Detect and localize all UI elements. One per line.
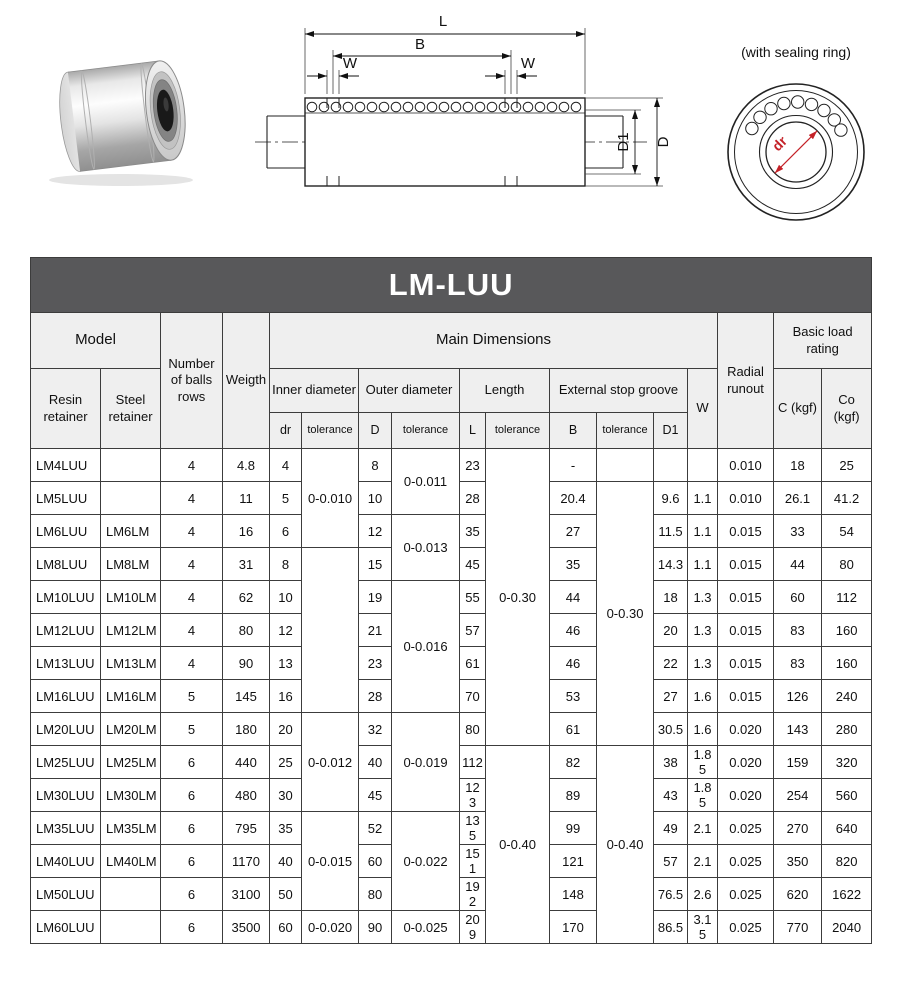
radial-runout: 0.015 (718, 647, 774, 680)
radial-runout: 0.020 (718, 779, 774, 812)
d-tolerance: 0-0.011 (392, 449, 460, 515)
d: 45 (359, 779, 392, 812)
radial-runout: 0.025 (718, 812, 774, 845)
dr: 35 (270, 812, 302, 845)
weight: 145 (223, 680, 270, 713)
header-external-stop-groove: External stop groove (550, 369, 688, 413)
c-load: 44 (774, 548, 822, 581)
b: 82 (550, 746, 597, 779)
header-c-kgf: C (kgf) (774, 369, 822, 449)
model-steel: LM25LM (101, 746, 161, 779)
dr-tolerance (302, 548, 359, 713)
balls: 6 (161, 845, 223, 878)
radial-runout: 0.025 (718, 845, 774, 878)
dr: 25 (270, 746, 302, 779)
dr: 16 (270, 680, 302, 713)
table-row (31, 812, 872, 845)
d-tolerance: 0-0.016 (392, 581, 460, 713)
weight: 62 (223, 581, 270, 614)
c-load: 83 (774, 614, 822, 647)
co-load: 160 (822, 614, 872, 647)
w: 1.85 (688, 746, 718, 779)
header-b: B (550, 413, 597, 449)
dr-tolerance: 0-0.010 (302, 449, 359, 548)
balls: 6 (161, 812, 223, 845)
d1: 86.5 (654, 911, 688, 944)
radial-runout: 0.015 (718, 548, 774, 581)
dr: 50 (270, 878, 302, 911)
d-tolerance: 0-0.013 (392, 515, 460, 581)
header-l-tolerance: tolerance (486, 413, 550, 449)
weight: 180 (223, 713, 270, 746)
model-steel: LM8LM (101, 548, 161, 581)
dim-b-label: B (414, 36, 426, 53)
l: 192 (460, 878, 486, 911)
balls: 6 (161, 746, 223, 779)
bearing-photo-icon (26, 44, 214, 196)
w: 1.1 (688, 482, 718, 515)
model-resin: LM12LUU (31, 614, 101, 647)
d1: 57 (654, 845, 688, 878)
d1: 49 (654, 812, 688, 845)
table-row (31, 713, 872, 746)
b: 46 (550, 647, 597, 680)
l: 112 (460, 746, 486, 779)
l: 135 (460, 812, 486, 845)
b-tolerance: 0-0.30 (597, 482, 654, 746)
b: 53 (550, 680, 597, 713)
w: 2.6 (688, 878, 718, 911)
model-steel: LM20LM (101, 713, 161, 746)
balls: 6 (161, 878, 223, 911)
dr: 10 (270, 581, 302, 614)
d-tolerance: 0-0.025 (392, 911, 460, 944)
c-load: 350 (774, 845, 822, 878)
balls: 4 (161, 548, 223, 581)
w: 1.1 (688, 548, 718, 581)
co-load: 280 (822, 713, 872, 746)
co-load: 320 (822, 746, 872, 779)
model-resin: LM35LUU (31, 812, 101, 845)
d-tolerance: 0-0.019 (392, 713, 460, 812)
header-outer-diameter: Outer diameter (359, 369, 460, 413)
weight: 795 (223, 812, 270, 845)
header-radial-runout: Radial runout (718, 313, 774, 449)
balls: 4 (161, 482, 223, 515)
balls: 4 (161, 614, 223, 647)
dr: 8 (270, 548, 302, 581)
dim-dr-label: dr (768, 132, 791, 155)
spec-table (30, 257, 872, 944)
header-main-dimensions: Main Dimensions (270, 313, 718, 369)
c-load: 126 (774, 680, 822, 713)
l: 28 (460, 482, 486, 515)
d: 28 (359, 680, 392, 713)
header-steel-retainer: Steel retainer (101, 369, 161, 449)
dr: 20 (270, 713, 302, 746)
radial-runout: 0.010 (718, 482, 774, 515)
l: 35 (460, 515, 486, 548)
model-resin: LM50LUU (31, 878, 101, 911)
d: 8 (359, 449, 392, 482)
model-resin: LM30LUU (31, 779, 101, 812)
model-steel (101, 482, 161, 515)
weight: 31 (223, 548, 270, 581)
model-resin: LM6LUU (31, 515, 101, 548)
balls: 5 (161, 680, 223, 713)
front-view-drawing (704, 64, 888, 236)
l-tolerance: 0-0.30 (486, 449, 550, 746)
header-row-1 (31, 313, 872, 369)
weight: 3500 (223, 911, 270, 944)
d1: 38 (654, 746, 688, 779)
co-load: 240 (822, 680, 872, 713)
d1: 11.5 (654, 515, 688, 548)
d-tolerance: 0-0.022 (392, 812, 460, 911)
d1: 14.3 (654, 548, 688, 581)
dr: 60 (270, 911, 302, 944)
table-title: LM-LUU (31, 258, 872, 313)
d1: 18 (654, 581, 688, 614)
weight: 90 (223, 647, 270, 680)
l: 57 (460, 614, 486, 647)
model-steel: LM16LM (101, 680, 161, 713)
d1: 20 (654, 614, 688, 647)
model-resin: LM8LUU (31, 548, 101, 581)
b: 44 (550, 581, 597, 614)
balls: 4 (161, 515, 223, 548)
w: 1.3 (688, 647, 718, 680)
w: 1.3 (688, 614, 718, 647)
table-row (31, 449, 872, 482)
c-load: 60 (774, 581, 822, 614)
b: - (550, 449, 597, 482)
radial-runout: 0.025 (718, 911, 774, 944)
co-load: 112 (822, 581, 872, 614)
model-resin: LM5LUU (31, 482, 101, 515)
model-steel (101, 911, 161, 944)
header-inner-diameter: Inner diameter (270, 369, 359, 413)
c-load: 770 (774, 911, 822, 944)
header-l: L (460, 413, 486, 449)
weight: 11 (223, 482, 270, 515)
balls: 6 (161, 911, 223, 944)
model-resin: LM13LUU (31, 647, 101, 680)
l: 80 (460, 713, 486, 746)
dr: 6 (270, 515, 302, 548)
d1: 30.5 (654, 713, 688, 746)
model-steel: LM10LM (101, 581, 161, 614)
dr: 12 (270, 614, 302, 647)
l: 61 (460, 647, 486, 680)
c-load: 159 (774, 746, 822, 779)
w: 3.15 (688, 911, 718, 944)
l: 23 (460, 449, 486, 482)
balls: 4 (161, 581, 223, 614)
c-load: 620 (774, 878, 822, 911)
model-resin: LM25LUU (31, 746, 101, 779)
w: 1.1 (688, 515, 718, 548)
header-dr: dr (270, 413, 302, 449)
dr: 13 (270, 647, 302, 680)
b: 89 (550, 779, 597, 812)
l: 70 (460, 680, 486, 713)
b-tolerance (597, 449, 654, 482)
sealing-ring-note: (with sealing ring) (741, 44, 851, 60)
radial-runout: 0.025 (718, 878, 774, 911)
b: 121 (550, 845, 597, 878)
b: 99 (550, 812, 597, 845)
model-resin: LM16LUU (31, 680, 101, 713)
dr: 4 (270, 449, 302, 482)
c-load: 270 (774, 812, 822, 845)
b: 61 (550, 713, 597, 746)
dr: 40 (270, 845, 302, 878)
radial-runout: 0.015 (718, 581, 774, 614)
co-load: 25 (822, 449, 872, 482)
l: 55 (460, 581, 486, 614)
d: 12 (359, 515, 392, 548)
w: 1.85 (688, 779, 718, 812)
weight: 3100 (223, 878, 270, 911)
drawings-section (0, 0, 900, 257)
header-dr-tolerance: tolerance (302, 413, 359, 449)
dim-d-label: D (655, 136, 672, 148)
model-steel: LM35LM (101, 812, 161, 845)
co-load: 820 (822, 845, 872, 878)
c-load: 254 (774, 779, 822, 812)
table-row (31, 911, 872, 944)
b: 27 (550, 515, 597, 548)
dr: 30 (270, 779, 302, 812)
l: 151 (460, 845, 486, 878)
header-weight: Weigth (223, 313, 270, 449)
l-tolerance: 0-0.40 (486, 746, 550, 944)
b: 20.4 (550, 482, 597, 515)
d1: 27 (654, 680, 688, 713)
balls: 6 (161, 779, 223, 812)
d: 21 (359, 614, 392, 647)
header-d: D (359, 413, 392, 449)
dr-tolerance: 0-0.012 (302, 713, 359, 812)
co-load: 1622 (822, 878, 872, 911)
d: 80 (359, 878, 392, 911)
table-row (31, 581, 872, 614)
d1 (654, 449, 688, 482)
b: 148 (550, 878, 597, 911)
header-d-tolerance: tolerance (392, 413, 460, 449)
w: 2.1 (688, 845, 718, 878)
header-resin-retainer: Resin retainer (31, 369, 101, 449)
weight: 1170 (223, 845, 270, 878)
dr-tolerance: 0-0.020 (302, 911, 359, 944)
header-length: Length (460, 369, 550, 413)
model-steel: LM30LM (101, 779, 161, 812)
c-load: 18 (774, 449, 822, 482)
dim-d1-label: D1 (615, 132, 632, 152)
model-resin: LM4LUU (31, 449, 101, 482)
weight: 16 (223, 515, 270, 548)
table-row (31, 515, 872, 548)
d1: 76.5 (654, 878, 688, 911)
l: 45 (460, 548, 486, 581)
radial-runout: 0.015 (718, 614, 774, 647)
co-load: 560 (822, 779, 872, 812)
b: 170 (550, 911, 597, 944)
c-load: 26.1 (774, 482, 822, 515)
w: 1.6 (688, 680, 718, 713)
radial-runout: 0.010 (718, 449, 774, 482)
d: 15 (359, 548, 392, 581)
model-resin: LM60LUU (31, 911, 101, 944)
balls: 5 (161, 713, 223, 746)
c-load: 83 (774, 647, 822, 680)
model-steel (101, 449, 161, 482)
model-steel: LM12LM (101, 614, 161, 647)
header-model: Model (31, 313, 161, 369)
d1: 43 (654, 779, 688, 812)
radial-runout: 0.015 (718, 515, 774, 548)
co-load: 160 (822, 647, 872, 680)
co-load: 54 (822, 515, 872, 548)
weight: 480 (223, 779, 270, 812)
l: 123 (460, 779, 486, 812)
weight: 80 (223, 614, 270, 647)
header-d1: D1 (654, 413, 688, 449)
co-load: 41.2 (822, 482, 872, 515)
weight: 4.8 (223, 449, 270, 482)
dim-w-right-label: W (520, 55, 536, 72)
model-resin: LM20LUU (31, 713, 101, 746)
d: 32 (359, 713, 392, 746)
d1: 22 (654, 647, 688, 680)
d: 19 (359, 581, 392, 614)
w: 2.1 (688, 812, 718, 845)
model-steel: LM6LM (101, 515, 161, 548)
d: 10 (359, 482, 392, 515)
w: 1.6 (688, 713, 718, 746)
d1: 9.6 (654, 482, 688, 515)
w: 1.3 (688, 581, 718, 614)
header-balls-rows: Number of balls rows (161, 313, 223, 449)
b: 35 (550, 548, 597, 581)
header-basic-load-rating: Basic load rating (774, 313, 872, 369)
dim-l-label: L (438, 13, 448, 30)
balls: 4 (161, 647, 223, 680)
model-steel: LM40LM (101, 845, 161, 878)
co-load: 2040 (822, 911, 872, 944)
d: 52 (359, 812, 392, 845)
d: 23 (359, 647, 392, 680)
header-co-kgf: Co (kgf) (822, 369, 872, 449)
radial-runout: 0.020 (718, 713, 774, 746)
model-resin: LM40LUU (31, 845, 101, 878)
model-steel (101, 878, 161, 911)
d: 60 (359, 845, 392, 878)
dim-w-left-label: W (342, 55, 358, 72)
radial-runout: 0.020 (718, 746, 774, 779)
c-load: 143 (774, 713, 822, 746)
header-w: W (688, 369, 718, 449)
weight: 440 (223, 746, 270, 779)
d: 40 (359, 746, 392, 779)
d: 90 (359, 911, 392, 944)
c-load: 33 (774, 515, 822, 548)
dr-tolerance: 0-0.015 (302, 812, 359, 911)
co-load: 640 (822, 812, 872, 845)
balls: 4 (161, 449, 223, 482)
dr: 5 (270, 482, 302, 515)
model-resin: LM10LUU (31, 581, 101, 614)
title-banner-row (31, 258, 872, 313)
co-load: 80 (822, 548, 872, 581)
w (688, 449, 718, 482)
radial-runout: 0.015 (718, 680, 774, 713)
b-tolerance: 0-0.40 (597, 746, 654, 944)
model-steel: LM13LM (101, 647, 161, 680)
header-b-tolerance: tolerance (597, 413, 654, 449)
cross-section-drawing (243, 6, 673, 246)
b: 46 (550, 614, 597, 647)
l: 209 (460, 911, 486, 944)
